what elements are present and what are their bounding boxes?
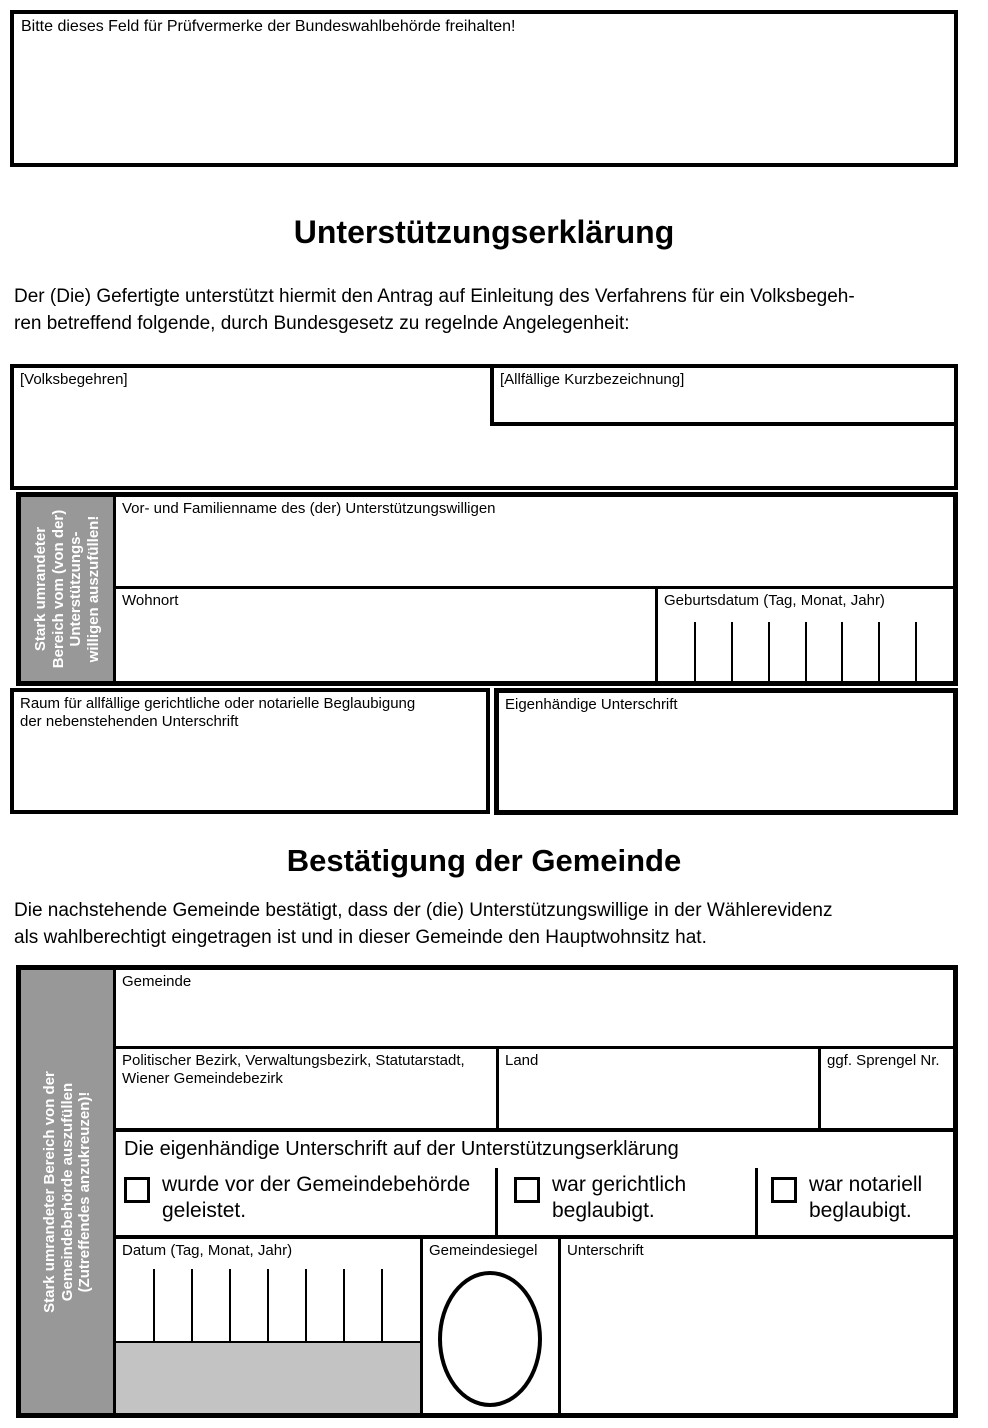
- municipality-sidebar: [21, 970, 116, 1413]
- declaration-intro-line1: Der (Die) Gefertigte unterstützt hiermit den Antrag auf Einleitung des Verfahrens für ein Volksbegeh-: [14, 286, 855, 307]
- supporter-sidebar-text: [32, 510, 102, 668]
- municipality-signature-field[interactable]: [561, 1239, 953, 1413]
- supporter-sidebar: [21, 497, 116, 681]
- option-vor-gemeindebehoerde: [124, 1172, 492, 1224]
- municipality-sidebar-line2: Gemeindebehörde auszufüllen: [58, 1082, 76, 1301]
- supporter-sidebar-line3: Unterstützungs-: [67, 531, 84, 647]
- option-notariell-beglaubigt-label: [809, 1172, 922, 1224]
- wohnort-label: Wohnort: [122, 592, 179, 609]
- gemeindesiegel-label: Gemeindesiegel: [429, 1242, 538, 1259]
- signature-question: Die eigenhändige Unterschrift auf der Unterstützungserklärung: [124, 1138, 679, 1160]
- confirmation-title: Bestätigung der Gemeinde: [286, 843, 682, 878]
- option1-line2: geleistet.: [162, 1199, 247, 1222]
- municipality-table: [16, 965, 958, 1418]
- supporter-signature-label: Eigenhändige Unterschrift: [505, 696, 678, 713]
- municipality-sidebar-line3: (Zutreffendes anzukreuzen)!: [75, 1091, 93, 1292]
- municipality-sidebar-text: [41, 1071, 94, 1313]
- date-digit-separator: [694, 622, 696, 681]
- option2-line1: war gerichtlich: [552, 1173, 687, 1196]
- datum-label: Datum (Tag, Monat, Jahr): [122, 1242, 293, 1259]
- beglaubigung-label-line1: Raum für allfällige gerichtliche oder notarielle Beglaubigung: [20, 695, 416, 712]
- name-label: Vor- und Familienname des (der) Unterstützungswilligen: [122, 500, 496, 517]
- datum-field[interactable]: [116, 1239, 423, 1413]
- volksbegehren-label: [Volksbegehren]: [20, 371, 128, 388]
- supporter-table: [16, 492, 958, 686]
- declaration-intro: [14, 283, 958, 337]
- wohnort-field[interactable]: [116, 589, 658, 681]
- bezirk-field[interactable]: [116, 1049, 499, 1132]
- seal-circle: [438, 1271, 542, 1407]
- bezirk-label-line1: Politischer Bezirk, Verwaltungsbezirk, Statutarstadt,: [122, 1052, 465, 1069]
- checkbox-vor-gemeindebehoerde[interactable]: [124, 1177, 150, 1203]
- beglaubigung-label-line2: der nebenstehenden Unterschrift: [20, 713, 239, 730]
- gemeindesiegel-field: [423, 1239, 561, 1413]
- beglaubigung-label: [14, 692, 486, 734]
- date-digit-separator: [805, 622, 807, 681]
- date-digit-separator: [229, 1269, 231, 1341]
- date-digit-separator: [381, 1269, 383, 1341]
- option1-line1: wurde vor der Gemeindebehörde: [162, 1173, 471, 1196]
- option3-line2: beglaubigt.: [809, 1199, 912, 1222]
- municipality-sidebar-line1: Stark umrandeter Bereich von der: [40, 1070, 58, 1313]
- volksbegehren-field[interactable]: [10, 364, 958, 490]
- geburtsdatum-field[interactable]: [658, 589, 953, 681]
- confirmation-intro-line1: Die nachstehende Gemeinde bestätigt, dass der (die) Unterstützungswillige in der Wählerevidenz: [14, 900, 833, 921]
- bezirk-label: [116, 1049, 496, 1091]
- confirmation-intro-line2: als wahlberechtigt eingetragen ist und in dieser Gemeinde den Hauptwohnsitz hat.: [14, 927, 707, 948]
- gemeinde-label: Gemeinde: [122, 973, 192, 990]
- supporter-sidebar-line2: Bereich vom (von der): [49, 509, 67, 669]
- option2-line2: beglaubigt.: [552, 1199, 655, 1222]
- bezirk-label-line2: Wiener Gemeindebezirk: [122, 1070, 283, 1087]
- option-divider: [495, 1168, 498, 1235]
- option-gerichtlich-beglaubigt: [514, 1172, 750, 1224]
- date-digit-separator: [191, 1269, 193, 1341]
- sprengel-field[interactable]: [821, 1049, 953, 1132]
- declaration-intro-line2: ren betreffend folgende, durch Bundesgesetz zu regelnde Angelegenheit:: [14, 313, 630, 334]
- option-vor-gemeindebehoerde-label: [162, 1172, 470, 1224]
- date-digit-separator: [153, 1269, 155, 1341]
- kurzbezeichnung-field[interactable]: [490, 364, 958, 426]
- land-label: Land: [505, 1052, 539, 1069]
- sprengel-label: ggf. Sprengel Nr.: [827, 1052, 940, 1069]
- checkbox-notariell-beglaubigt[interactable]: [771, 1177, 797, 1203]
- inspection-note: Bitte dieses Feld für Prüfvermerke der Bundeswahlbehörde freihalten!: [21, 18, 516, 35]
- option-notariell-beglaubigt: [771, 1172, 949, 1224]
- supporter-sidebar-line4: willigen auszufüllen!: [84, 515, 102, 663]
- date-digit-separator: [731, 622, 733, 681]
- gemeinde-field[interactable]: [116, 970, 953, 1049]
- kurzbezeichnung-label: [Allfällige Kurzbezeichnung]: [500, 371, 685, 388]
- beglaubigung-field[interactable]: [10, 688, 490, 814]
- date-digit-separator: [267, 1269, 269, 1341]
- option-divider: [755, 1168, 758, 1235]
- inspection-note-box: [10, 10, 958, 167]
- option-gerichtlich-beglaubigt-label: [552, 1172, 686, 1224]
- date-digit-separator: [915, 622, 917, 681]
- geburtsdatum-label: Geburtsdatum (Tag, Monat, Jahr): [664, 592, 885, 609]
- land-field[interactable]: [499, 1049, 821, 1132]
- municipality-signature-label: Unterschrift: [567, 1242, 644, 1259]
- date-digit-separator: [841, 622, 843, 681]
- supporter-signature-field[interactable]: [494, 688, 958, 815]
- date-digit-separator: [343, 1269, 345, 1341]
- supporter-sidebar-line1: Stark umrandeter: [32, 526, 49, 652]
- blocked-area: [116, 1341, 420, 1413]
- date-digit-separator: [878, 622, 880, 681]
- declaration-title: Unterstützungserklärung: [293, 214, 675, 250]
- name-field[interactable]: [116, 497, 953, 589]
- signature-confirmation-row: [116, 1132, 953, 1239]
- checkbox-gerichtlich-beglaubigt[interactable]: [514, 1177, 540, 1203]
- date-digit-separator: [768, 622, 770, 681]
- confirmation-intro: [14, 897, 958, 951]
- option3-line1: war notariell: [809, 1173, 923, 1196]
- date-digit-separator: [305, 1269, 307, 1341]
